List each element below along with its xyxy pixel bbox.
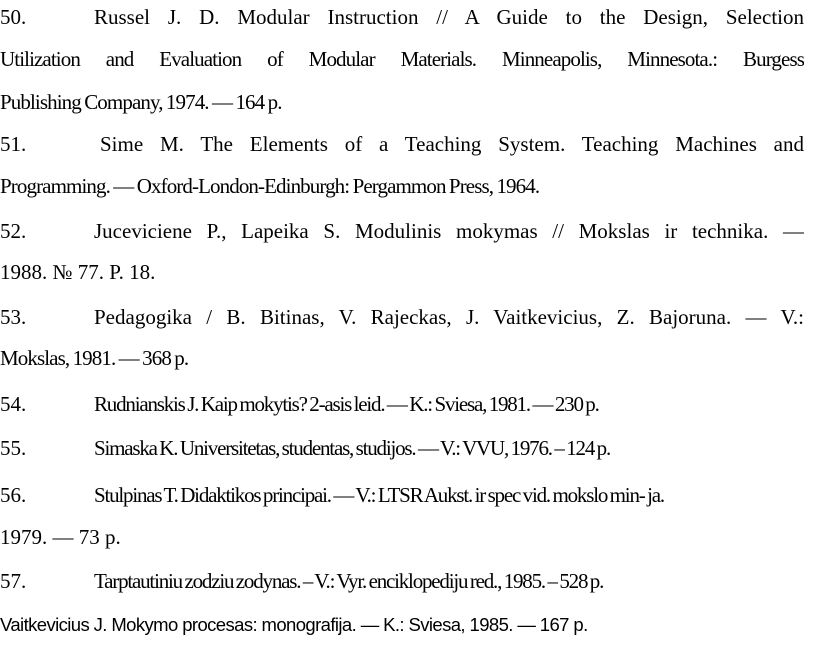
reference-57 [0, 567, 804, 595]
reference-number: 57. [0, 569, 27, 593]
reference-56-line-1 [0, 481, 804, 509]
reference-50-line-1 [0, 3, 804, 31]
reference-text: Juceviciene P., Lapeika S. Modulinis mokymas // Mokslas ir technika. — [94, 219, 804, 243]
reference-number: 55. [0, 436, 27, 460]
reference-52-line-2: 1988. № 77. P. 18. [0, 260, 156, 284]
reference-text: Stulpinas T. Didaktikos principai. — V.: LTSR Aukst. ir spec vid. mokslo min- ja. [94, 483, 664, 507]
reference-55 [0, 434, 804, 462]
reference-52-line-1 [0, 217, 804, 245]
reference-53-line-2: Mokslas, 1981. — 368 p. [0, 346, 189, 370]
reference-text: Pedagogika / B. Bitinas, V. Rajeckas, J. Vaitkevicius, Z. Bajoruna. — V.: [94, 305, 804, 329]
reference-trailing-line: Vaitkevicius J. Mokymo procesas: monografija. — K.: Sviesa, 1985. — 167 p. [0, 614, 588, 635]
reference-number: 51. [0, 132, 27, 156]
reference-text: Sime M. The Elements of a Teaching System. Teaching Machines and [100, 132, 804, 156]
reference-50-line-3: Publishing Company, 1974. — 164 p. [0, 90, 282, 114]
reference-number: 56. [0, 483, 27, 507]
reference-number: 50. [0, 5, 27, 29]
reference-text: Simaska K. Universitetas, studentas, studijos. — V.: VVU, 1976. – 124 p. [94, 436, 611, 460]
reference-text: Tarptautiniu zodziu zodynas. – V.: Vyr. enciklopediju red., 1985. – 528 p. [94, 569, 604, 593]
reference-51-line-1 [0, 130, 804, 158]
reference-text: Russel J. D. Modular Instruction // A Guide to the Design, Selection [94, 5, 804, 29]
reference-number: 53. [0, 305, 27, 329]
reference-53-line-1 [0, 303, 804, 331]
reference-54 [0, 390, 804, 418]
reference-51-line-2: Programming. — Oxford-London-Edinburgh: Pergammon Press, 1964. [0, 174, 540, 198]
reference-text: Rudnianskis J. Kaip mokytis? 2-asis leid. — K.: Sviesa, 1981. — 230 p. [94, 392, 599, 416]
reference-number: 54. [0, 392, 27, 416]
reference-56-line-2: 1979. — 73 p. [0, 525, 121, 549]
reference-number: 52. [0, 219, 27, 243]
reference-50-line-2: Utilization and Evaluation of Modular Materials. Minneapolis, Minnesota.: Burgess [0, 47, 804, 71]
